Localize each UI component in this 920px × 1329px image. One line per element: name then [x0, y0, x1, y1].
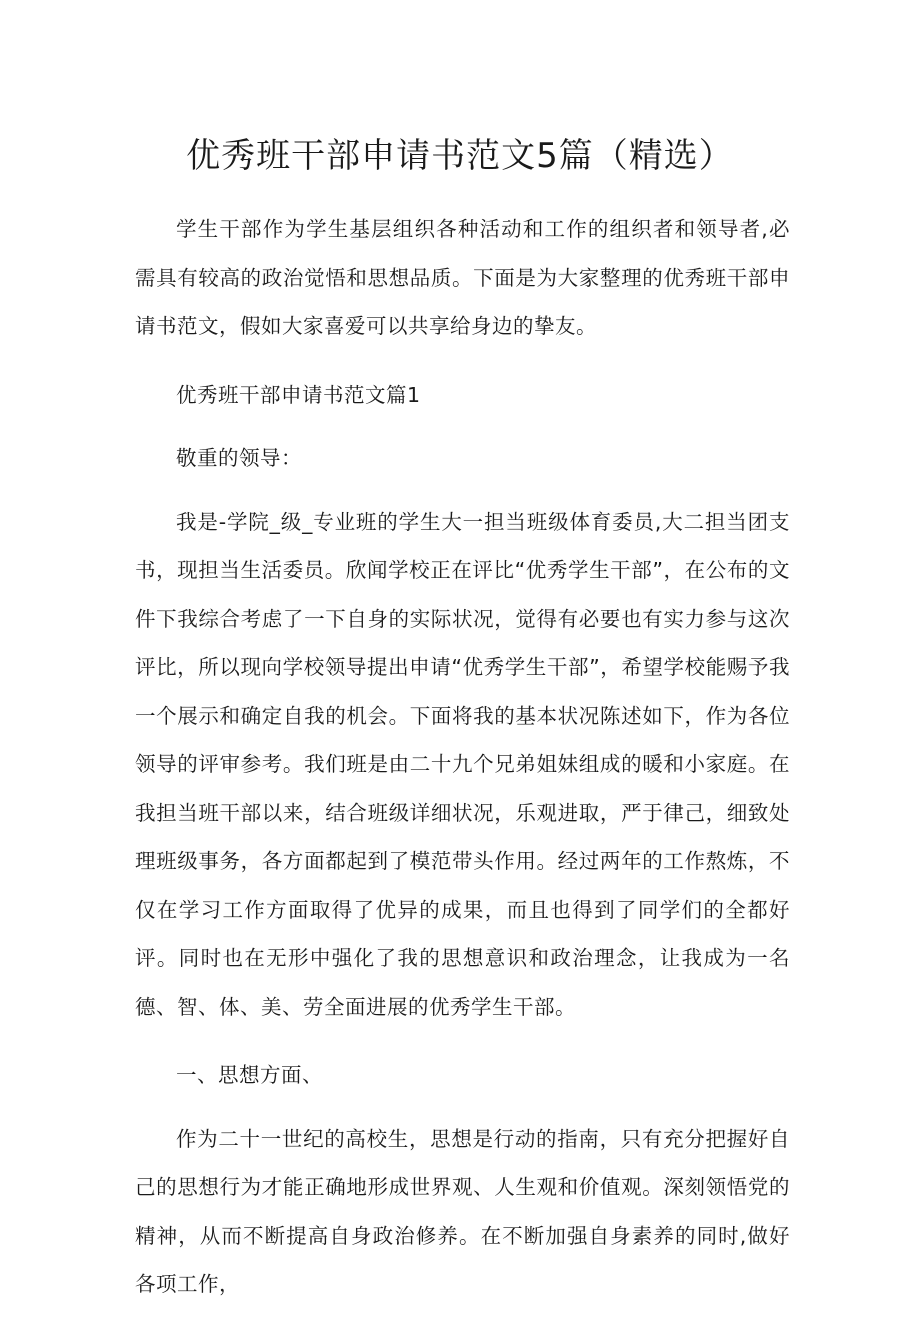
body-paragraph: 我是-学院_级_专业班的学生大一担当班级体育委员,大二担当团支书，现担当生活委员。欣闻学校正在评比“优秀学生干部”，在公布的文件下我综合考虑了一下自身的实际状况，觉得有必要也有实力参与这次评比，所以现向学校领导提出申请“优秀学生干部”，希望学校能赐予我一个展示和确定自我的机会。下面将我的基本状况陈述如下，作为各位领导的评审参考。我们班是由二十九个兄弟姐妹组成的暖和小家庭。在我担当班干部以来，结合班级详细状况，乐观进取，严于律己，细致处理班级事务，各方面都起到了模范带头作用。经过两年的工作熬炼，不仅在学习工作方面取得了优异的成果，而且也得到了同学们的全都好评。同时也在无形中强化了我的思想意识和政治理念，让我成为一名德、智、体、美、劳全面进展的优秀学生干部。 [135, 509, 790, 1019]
document-title: 优秀班干部申请书范文5篇（精选） [186, 136, 734, 176]
salutation: 敬重的领导： [176, 446, 302, 470]
section-heading: 优秀班干部申请书范文篇1 [176, 382, 421, 407]
body-paragraph: 作为二十一世纪的高校生，思想是行动的指南，只有充分把握好自己的思想行为才能正确地形成世界观、人生观和价值观。深刻领悟党的精神，从而不断提高自身政治修养。在不断加强自身素养的同时,做好各项工作， [135, 1126, 790, 1296]
document-body [135, 205, 790, 1329]
intro-paragraph: 学生干部作为学生基层组织各种活动和工作的组织者和领导者,必需具有较高的政治觉悟和思想品质。下面是为大家整理的优秀班干部申请书范文，假如大家喜爱可以共享给身边的挚友。 [135, 217, 790, 338]
subsection-heading: 一、思想方面、 [176, 1063, 323, 1087]
